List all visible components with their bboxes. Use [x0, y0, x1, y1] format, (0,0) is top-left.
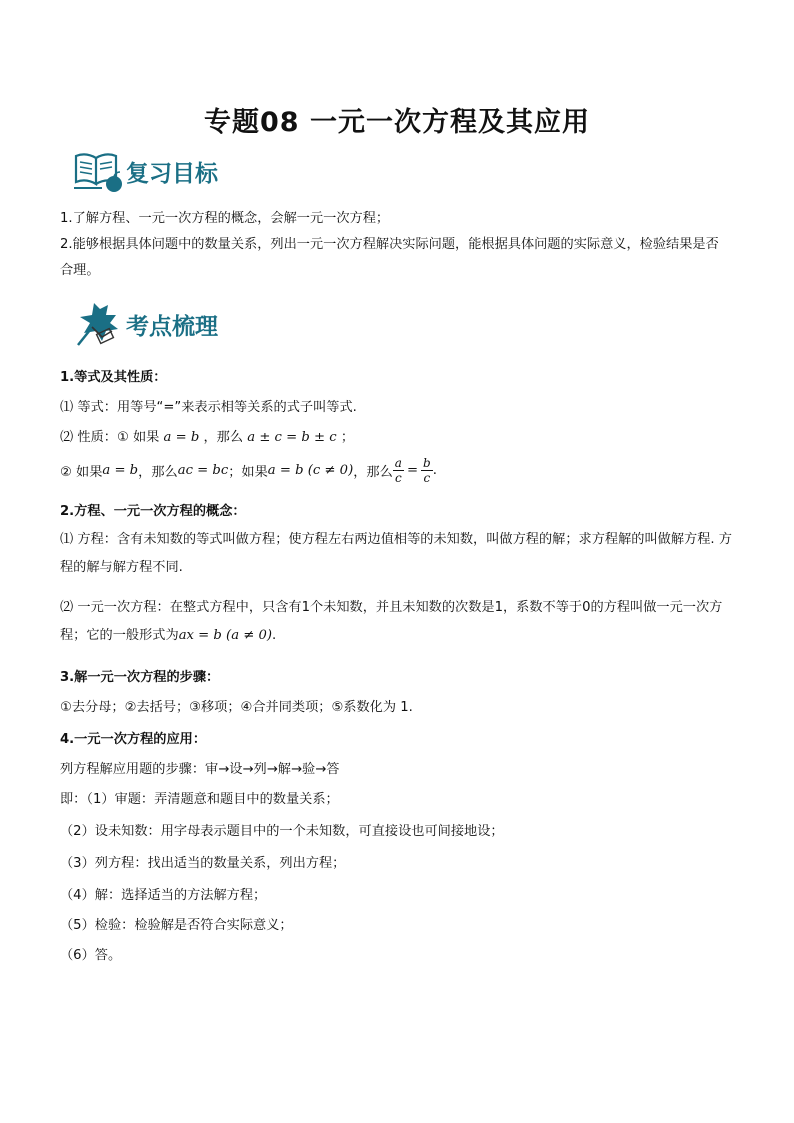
- math-expression: a = b (c ≠ 0): [267, 462, 354, 478]
- page-title: 专题08 一元一次方程及其应用: [204, 107, 590, 138]
- point-1-line-3: [60, 452, 740, 488]
- point-4-line: （6）答。: [60, 948, 122, 963]
- fraction-denominator: c: [423, 470, 431, 485]
- review-goal-1: 1.了解方程、一元一次方程的概念，会解一元一次方程；: [60, 211, 390, 226]
- text: ；如果: [228, 464, 268, 480]
- point-4-line: （2）设未知数：用字母表示题目中的一个未知数，可直接设也可间接地设；: [60, 824, 504, 839]
- point-3-line-1: ①去分母；②去括号；③移项；④合并同类项；⑤系数化为 1.: [60, 700, 413, 715]
- text: .: [272, 628, 277, 643]
- point-4-line: 即：（1）审题：弄清题意和题目中的数量关系；: [60, 792, 339, 807]
- fraction-b-over-c: [421, 456, 433, 485]
- text: ⑵ 一元一次方程：在整式方程中，只含有1个未知数，并且未知数的次数是1，系数不等于0的方程叫做一元一次方程；它的一般形式为: [60, 600, 723, 643]
- section-heading-key-points: [72, 300, 218, 348]
- text: ，那么: [138, 464, 178, 480]
- review-goal-2: 2.能够根据具体问题中的数量关系，列出一元一次方程解决实际问题，能根据具体问题的实际意义，检验结果是否合理。: [60, 237, 719, 278]
- section-heading-label: 复习目标: [126, 159, 218, 187]
- point-4-line: （4）解：选择适当的方法解方程；: [60, 888, 267, 903]
- equals-sign: =: [406, 462, 418, 478]
- math-expression: ax = b (a ≠ 0): [178, 628, 273, 643]
- fraction-numerator: b: [423, 455, 431, 470]
- text: ⑵ 性质：① 如果: [60, 430, 160, 445]
- fraction-a-over-c: [393, 456, 404, 485]
- point-2-line-2: [60, 594, 732, 650]
- section-heading-review-goals: [72, 147, 218, 195]
- fraction-denominator: c: [394, 470, 402, 485]
- point-4-line: 列方程解应用题的步骤：审→设→列→解→验→答: [60, 762, 340, 777]
- point-3-title: 3.解一元一次方程的步骤：: [60, 670, 220, 685]
- point-4-title: 4.一元一次方程的应用：: [60, 732, 207, 747]
- point-2-title: 2.方程、一元一次方程的概念：: [60, 504, 246, 519]
- point-4-line: （5）检验：检验解是否符合实际意义；: [60, 918, 293, 933]
- text: ，那么: [203, 430, 244, 445]
- point-4-line: （3）列方程：找出适当的数量关系，列出方程；: [60, 856, 346, 871]
- point-1-title: 1.等式及其性质：: [60, 370, 167, 385]
- point-1-line-2: [60, 426, 740, 445]
- leaf-pen-icon: [72, 301, 124, 347]
- section-heading-label: 考点梳理: [126, 312, 218, 340]
- math-expression: a = b: [102, 462, 139, 478]
- fraction-numerator: a: [394, 455, 402, 470]
- text: ② 如果: [60, 464, 103, 480]
- text: ，那么: [353, 464, 393, 480]
- text: .: [432, 462, 437, 478]
- point-1-line-1: ⑴ 等式：用等号“=”来表示相等关系的式子叫等式.: [60, 400, 357, 415]
- math-expression: a = b: [163, 430, 200, 445]
- math-expression: a ± c = b ± c: [247, 430, 337, 445]
- point-2-line-1: ⑴ 方程：含有未知数的等式叫做方程；使方程左右两边值相等的未知数，叫做方程的解；求方程解的叫做解方程. 方程的解与解方程不同.: [60, 532, 732, 575]
- book-apple-icon: [72, 148, 124, 194]
- math-expression: ac = bc: [177, 462, 229, 478]
- text: ；: [340, 430, 355, 445]
